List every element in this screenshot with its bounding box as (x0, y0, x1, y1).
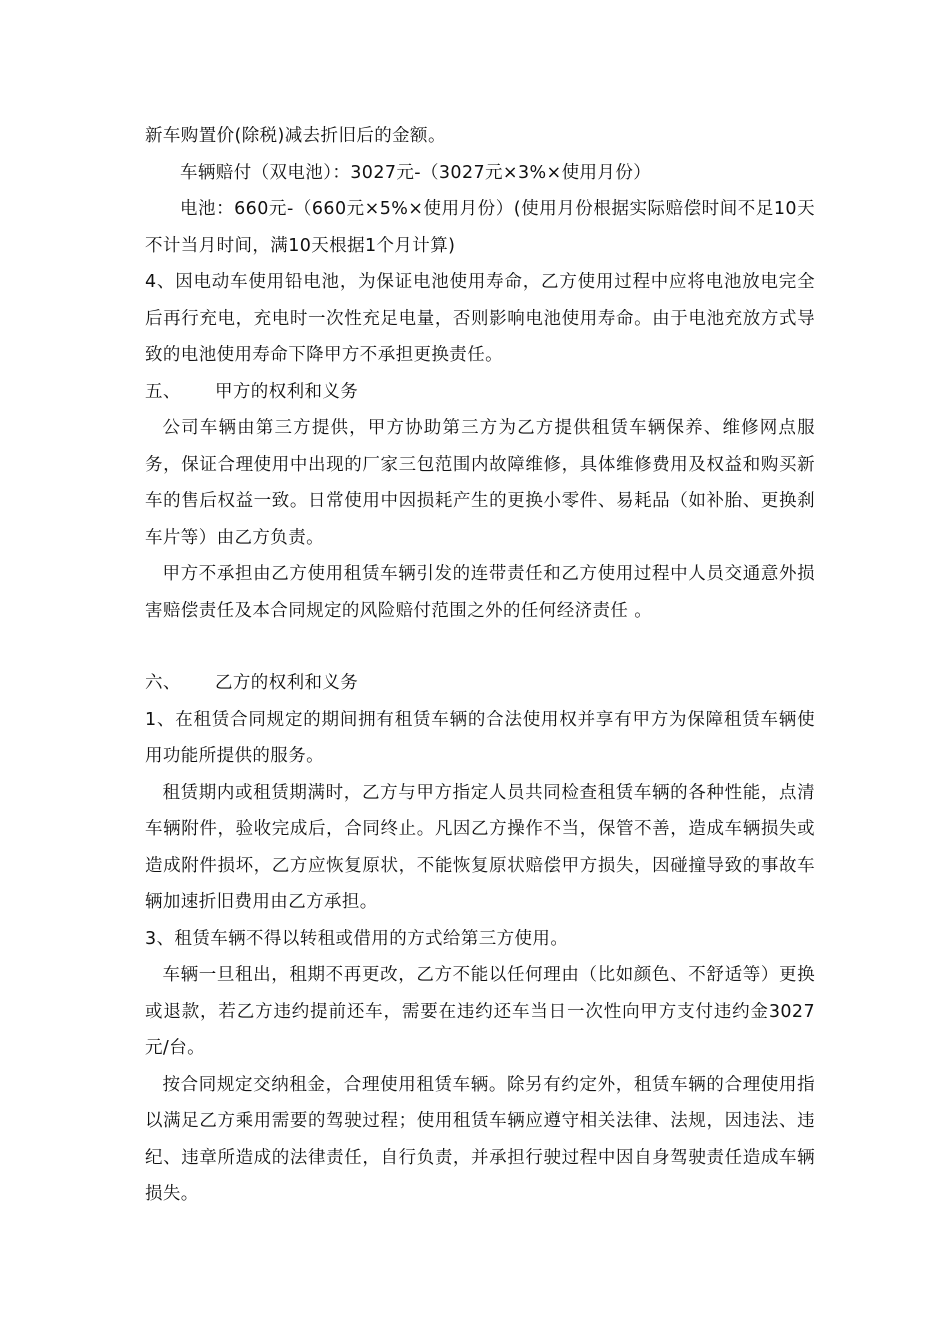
paragraph-party-b-inspection: 租赁期内或租赁期满时，乙方与甲方指定人员共同检查租赁车辆的各种性能，点清车辆附件，验收完成后，合同终止。凡因乙方操作不当，保管不善，造成车辆损失或造成附件损坏，乙方应恢复原状，不能恢复原状赔偿甲方损失，因碰撞导致的事故车辆加速折旧费用由乙方承担。 (145, 782, 815, 912)
paragraph-party-a-liability: 甲方不承担由乙方使用租赁车辆引发的连带责任和乙方使用过程中人员交通意外损害赔偿责任及本合同规定的风险赔付范围之外的任何经济责任 。 (145, 564, 815, 621)
paragraph-battery-compensation: 电池：660元-（660元×5%×使用月份）(使用月份根据实际赔偿时间不足10天不计当月时间，满10天根据1个月计算) (145, 199, 815, 256)
section-number: 六、 (145, 673, 181, 693)
paragraph-lead-battery-clause: 4、因电动车使用铅电池，为保证电池使用寿命，乙方使用过程中应将电池放电完全后再行充电，充电时一次性充足电量，否则影响电池使用寿命。由于电池充放方式导致的电池使用寿命下降甲方不承担更换责任。 (145, 272, 815, 365)
document-body (145, 118, 815, 1213)
paragraph-vehicle-price: 新车购置价(除税)减去折旧后的金额。 (145, 126, 446, 146)
section-number: 五、 (145, 381, 181, 402)
section-title: 乙方的权利和义务 (215, 673, 359, 693)
paragraph-party-a-service: 公司车辆由第三方提供，甲方协助第三方为乙方提供租赁车辆保养、维修网点服务，保证合理使用中出现的厂家三包范围内故障维修，具体维修费用及权益和购买新车的售后权益一致。日常使用中因损耗产生的更换小零件、易耗品（如补胎、更换刹车片等）由乙方负责。 (145, 418, 815, 548)
paragraph-party-b-rent-use: 按合同规定交纳租金，合理使用租赁车辆。除另有约定外，租赁车辆的合理使用指以满足乙方乘用需要的驾驶过程；使用租赁车辆应遵守相关法律、法规，因违法、违纪、违章所造成的法律责任，自行负责，并承担行驶过程中因自身驾驶责任造成车辆损失。 (145, 1074, 815, 1204)
section-heading-party-b (145, 665, 815, 702)
section-title: 甲方的权利和义务 (215, 381, 359, 402)
paragraph-vehicle-compensation: 车辆赔付（双电池）：3027元-（3027元×3%×使用月份） (180, 162, 652, 183)
paragraph-party-b-no-sublease: 3、租赁车辆不得以转租或借用的方式给第三方使用。 (145, 928, 569, 949)
blank-line (145, 629, 815, 665)
paragraph-party-b-right-1: 1、在租赁合同规定的期间拥有租赁车辆的合法使用权并享有甲方为保障租赁车辆使用功能所提供的服务。 (145, 709, 815, 766)
paragraph-party-b-no-refund: 车辆一旦租出，租期不再更改，乙方不能以任何理由（比如颜色、不舒适等）更换或退款，若乙方违约提前还车，需要在违约还车当日一次性向甲方支付违约金3027元/台。 (145, 965, 815, 1058)
section-heading-party-a (145, 374, 815, 411)
